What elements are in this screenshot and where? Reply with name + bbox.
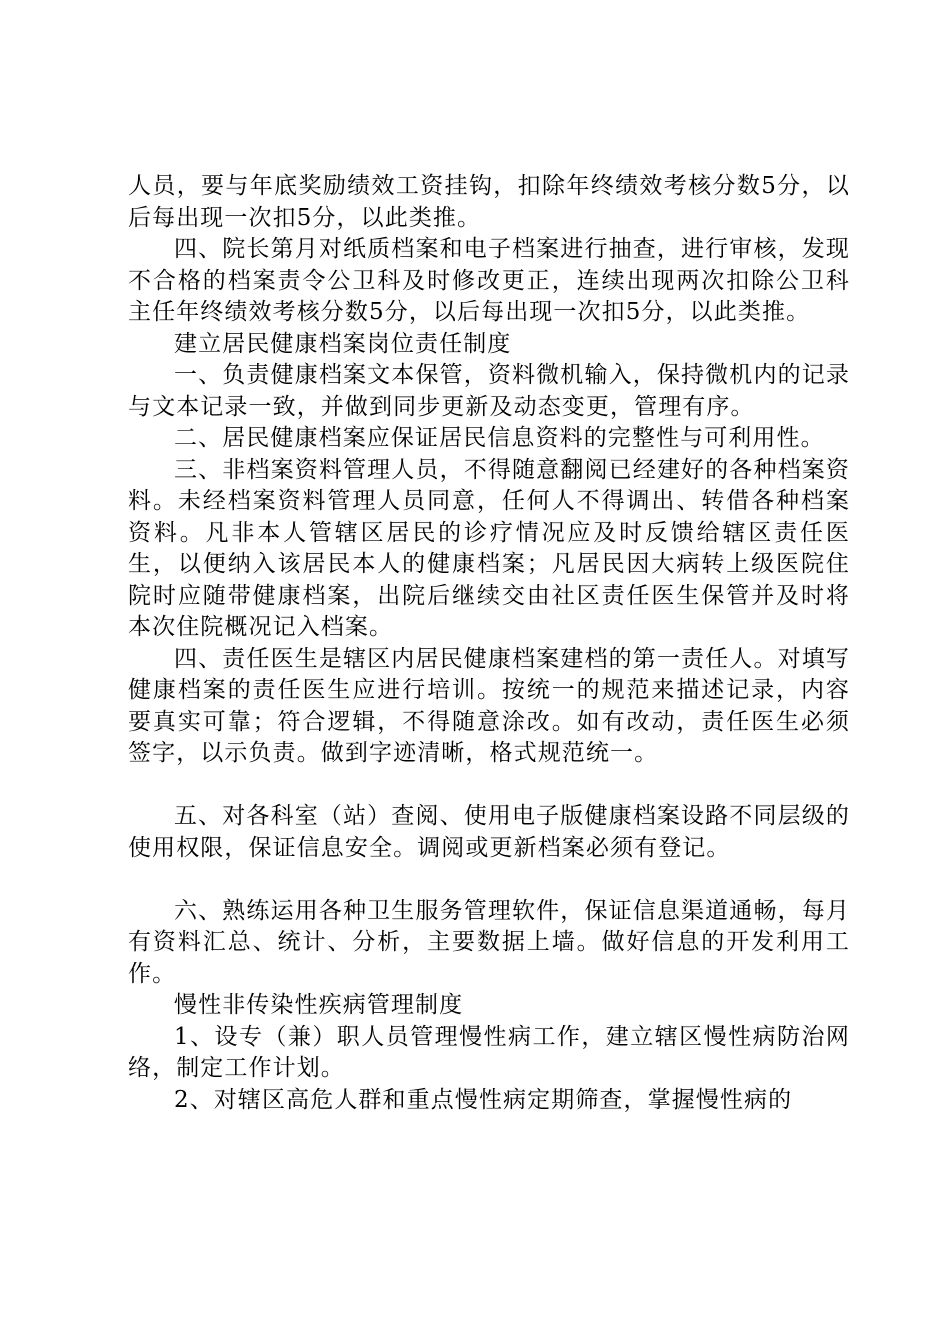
paragraph-12: 2、对辖区高危人群和重点慢性病定期筛查，掌握慢性病的: [174, 1086, 793, 1113]
paragraph-11: 1、设专（兼）职人员管理慢性病工作，建立辖区慢性病防治网络，制定工作计划。: [128, 1023, 850, 1081]
paragraph-2: 四、院长第月对纸质档案和电子档案进行抽查，进行审核，发现不合格的档案责令公卫科及时修改更正，连续出现两次扣除公卫科主任年终绩效考核分数5分，以后每出现一次扣5分，以此类推。: [128, 236, 850, 325]
paragraph-4: 一、负责健康档案文本保管，资料微机输入，保持微机内的记录与文本记录一致，并做到同步更新及动态变更，管理有序。: [128, 362, 850, 420]
paragraph-7: 四、责任医生是辖区内居民健康档案建档的第一责任人。对填写健康档案的责任医生应进行培训。按统一的规范来描述记录，内容要真实可靠；符合逻辑，不得随意涂改。如有改动，责任医生必须签字，以示负责。做到字迹清晰，格式规范统一。: [128, 645, 850, 766]
paragraph-8: 五、对各科室（站）查阅、使用电子版健康档案设路不同层级的使用权限，保证信息安全。调阅或更新档案必须有登记。: [128, 803, 850, 861]
paragraph-9: 六、熟练运用各种卫生服务管理软件，保证信息渠道通畅，每月有资料汇总、统计、分析，主要数据上墙。做好信息的开发利用工作。: [128, 897, 850, 987]
paragraph-6: 三、非档案资料管理人员，不得随意翻阅已经建好的各种档案资料。未经档案资料管理人员同意，任何人不得调出、转借各种档案资料。凡非本人管辖区居民的诊疗情况应及时反馈给辖区责任医生，以便纳入该居民本人的健康档案；凡居民因大病转上级医院住院时应随带健康档案，出院后继续交由社区责任医生保管并及时将本次住院概况记入档案。: [128, 456, 850, 640]
document-body: [128, 171, 850, 1116]
paragraph-5: 二、居民健康档案应保证居民信息资料的完整性与可利用性。: [174, 425, 825, 451]
section-heading-archive-responsibility: 建立居民健康档案岗位责任制度: [174, 330, 512, 357]
paragraph-1: 人员，要与年底奖励绩效工资挂钩，扣除年终绩效考核分数5分，以后每出现一次扣5分，以此类推。: [128, 173, 850, 231]
section-heading-chronic-disease: 慢性非传染性疾病管理制度: [174, 992, 464, 1018]
